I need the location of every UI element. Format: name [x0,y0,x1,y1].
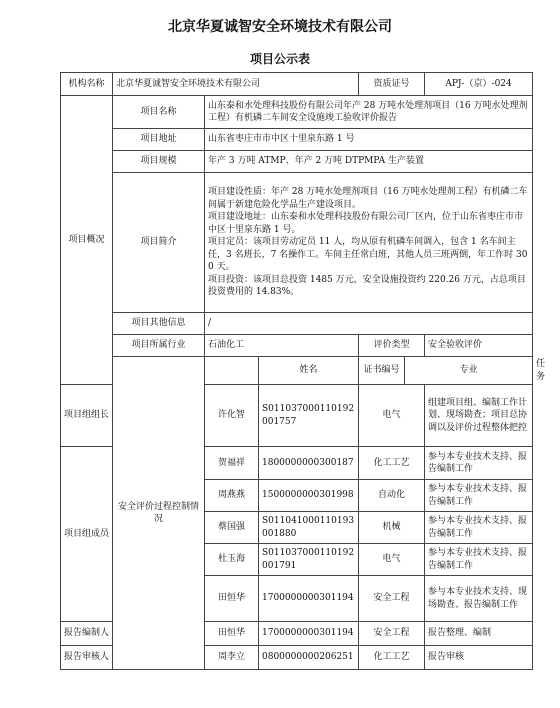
member-major: 自动化 [359,480,425,512]
cert-label: 资质证号 [359,73,425,96]
project-name-value: 山东泰和水处理科技股份有限公司年产 28 万吨水处理剂项目（16 万吨水处理剂工程）有机磷二车间安全设施竣工验收评价报告 [205,96,533,129]
industry-label: 项目所属行业 [113,335,205,357]
member-task: 参与本专业技术支持、报告编制工作 [425,512,533,544]
leader-label: 项目组组长 [61,385,113,447]
project-scale-row [61,151,533,173]
compiler-major: 安全工程 [359,622,425,646]
project-address-label: 项目地址 [113,129,205,151]
org-label: 机构名称 [61,73,113,96]
member-name: 杜玉海 [205,544,259,576]
process-header-row: 安全评价过程控制情况 姓名 证书编号 专业 任务 [61,357,533,385]
document-title: 项目公示表 [249,52,310,66]
member-cert: 1800000000300187 [259,447,359,480]
header-name: 姓名 [259,357,359,385]
other-info-label: 项目其他信息 [113,313,205,335]
member-cert: S011037000110192001791 [259,544,359,576]
member-cert: S011041000110193001880 [259,512,359,544]
member-major: 电气 [359,544,425,576]
cert-value: APJ-（京）-024 [425,73,533,96]
header-major: 专业 [405,357,533,385]
member-task: 参与本专业技术支持、报告编制工作 [425,480,533,512]
process-section-label: 安全评价过程控制情况 [113,357,205,670]
reviewer-task: 报告审核 [425,646,533,670]
compiler-label: 报告编制人 [61,622,113,646]
member-name: 蔡国强 [205,512,259,544]
member-task: 参与本专业技术支持、报告编制工作 [425,447,533,480]
eval-type-value: 安全验收评价 [425,335,533,357]
member-task: 参与本专业技术支持、现场勘查、报告编制工作 [425,576,533,622]
other-info-row [61,313,533,335]
member-major: 化工工艺 [359,447,425,480]
project-intro-label: 项目简介 [113,173,205,313]
compiler-task: 报告整理、编制 [425,622,533,646]
org-value: 北京华夏诚智安全环境技术有限公司 [113,73,359,96]
intro-line: 项目建设性质：年产 28 万吨水处理剂项目（16 万吨水处理剂工程）有机磷二车间属于新建危险化学品生产建设项目。 [208,187,528,210]
compiler-cert: 1700000000301194 [259,622,359,646]
eval-type-label: 评价类型 [359,335,425,357]
members-label: 项目组成员 [61,447,113,622]
reviewer-label: 报告审核人 [61,646,113,670]
project-scale-label: 项目规模 [113,151,205,173]
member-name: 贺福祥 [205,447,259,480]
member-task: 参与本专业技术支持、报告编制工作 [425,544,533,576]
compiler-name: 田恒华 [205,622,259,646]
org-row [61,73,533,96]
company-title: 北京华夏诚智安全环境技术有限公司 [168,19,392,35]
member-major: 机械 [359,512,425,544]
project-intro-value [205,173,533,313]
header-empty [205,357,259,385]
member-name: 田恒华 [205,576,259,622]
intro-line: 项目定员：该项目劳动定员 11 人，均从原有机磷车间调入，包含 1 名车间主任，3 名班长，7 名操作工。车间主任常白班，其他人员三班两倒，年工作时 300 天。 [208,237,528,273]
project-address-value: 山东省枣庄市市中区十里泉东路 1 号 [205,129,533,151]
member-name: 周燕燕 [205,480,259,512]
member-major: 安全工程 [359,576,425,622]
leader-cert: S011037000110192001757 [259,385,359,447]
leader-task: 组建项目组、编制工作计划、现场勘查；项目总协调以及评价过程整体把控 [425,385,533,447]
project-intro-row [61,173,533,313]
other-info-value: / [205,313,533,335]
header-cert: 证书编号 [359,357,405,385]
member-cert: 1700000000301194 [259,576,359,622]
project-table [60,72,546,670]
industry-row [61,335,533,357]
leader-name: 许化智 [205,385,259,447]
project-name-label: 项目名称 [113,96,205,129]
project-scale-value: 年产 3 万吨 ATMP、年产 2 万吨 DTPMPA 生产装置 [205,151,533,173]
industry-value: 石油化工 [205,335,359,357]
overview-section-label: 项目概况 [61,96,113,385]
project-name-row [61,96,533,129]
project-address-row [61,129,533,151]
leader-major: 电气 [359,385,425,447]
intro-line: 项目建设地址：山东泰和水处理科技股份有限公司厂区内，位于山东省枣庄市市中区十里泉东路 1 号。 [208,212,524,235]
reviewer-name: 周李立 [205,646,259,670]
reviewer-cert: 0800000000206251 [259,646,359,670]
reviewer-major: 化工工艺 [359,646,425,670]
member-cert: 1500000000301998 [259,480,359,512]
intro-line: 项目投资：该项目总投资 1485 万元，安全设施投资约 220.26 万元，占总项目投资费用的 14.83%。 [208,274,526,298]
